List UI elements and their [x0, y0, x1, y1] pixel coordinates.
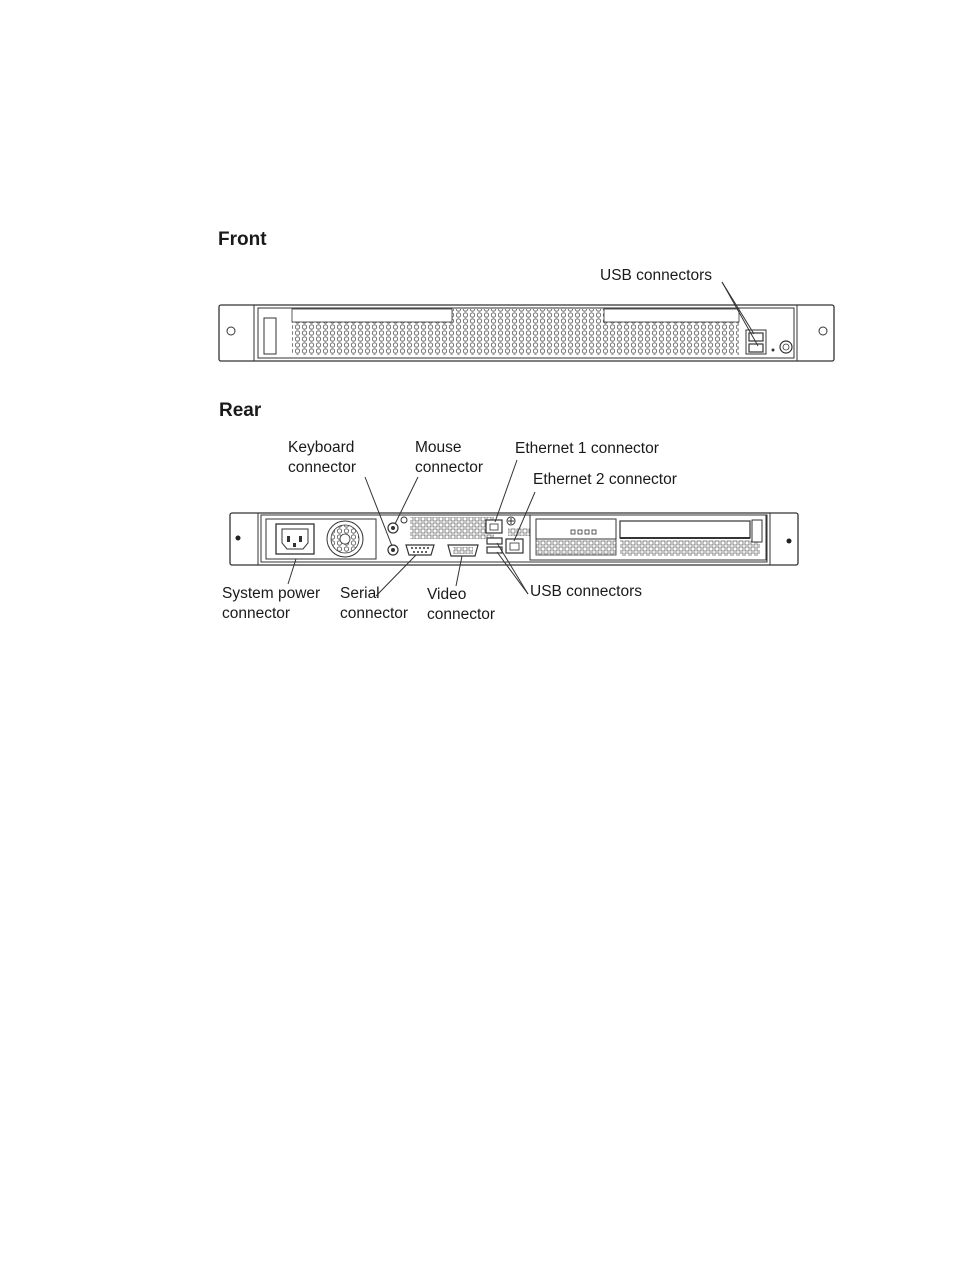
rear-heading: Rear — [219, 400, 262, 421]
power-label-line1: System power — [222, 585, 321, 602]
rear-chassis — [230, 513, 798, 565]
ethernet2-connector-label: Ethernet 2 connector — [533, 471, 677, 488]
front-heading: Front — [218, 229, 267, 250]
serial-label-line2: connector — [340, 605, 409, 622]
serial-port-icon — [406, 545, 434, 555]
rear-right-mount-hole-icon — [787, 539, 792, 544]
video-label-line2: connector — [427, 606, 496, 623]
ethernet1-connector-label: Ethernet 1 connector — [515, 440, 659, 457]
power-label-line2: connector — [222, 605, 291, 622]
rear-usb-label: USB connectors — [530, 583, 642, 600]
front-latch — [264, 318, 276, 354]
mouse-label-line1: Mouse — [415, 439, 462, 456]
mouse-label-line2: connector — [415, 459, 484, 476]
rear-left-mount-hole-icon — [236, 536, 241, 541]
rear-usb-port-top-icon — [487, 538, 502, 544]
ethernet1-port-icon — [486, 520, 502, 533]
keyboard-label-line2: connector — [288, 459, 357, 476]
video-label-line1: Video — [427, 586, 467, 603]
front-usb-label: USB connectors — [600, 267, 712, 284]
keyboard-label-line1: Keyboard — [288, 439, 355, 456]
serial-label-line1: Serial — [340, 585, 380, 602]
io-vent — [410, 517, 494, 539]
front-vent-right — [604, 322, 739, 355]
front-vent-left — [292, 322, 452, 355]
front-vent-center — [452, 309, 604, 355]
